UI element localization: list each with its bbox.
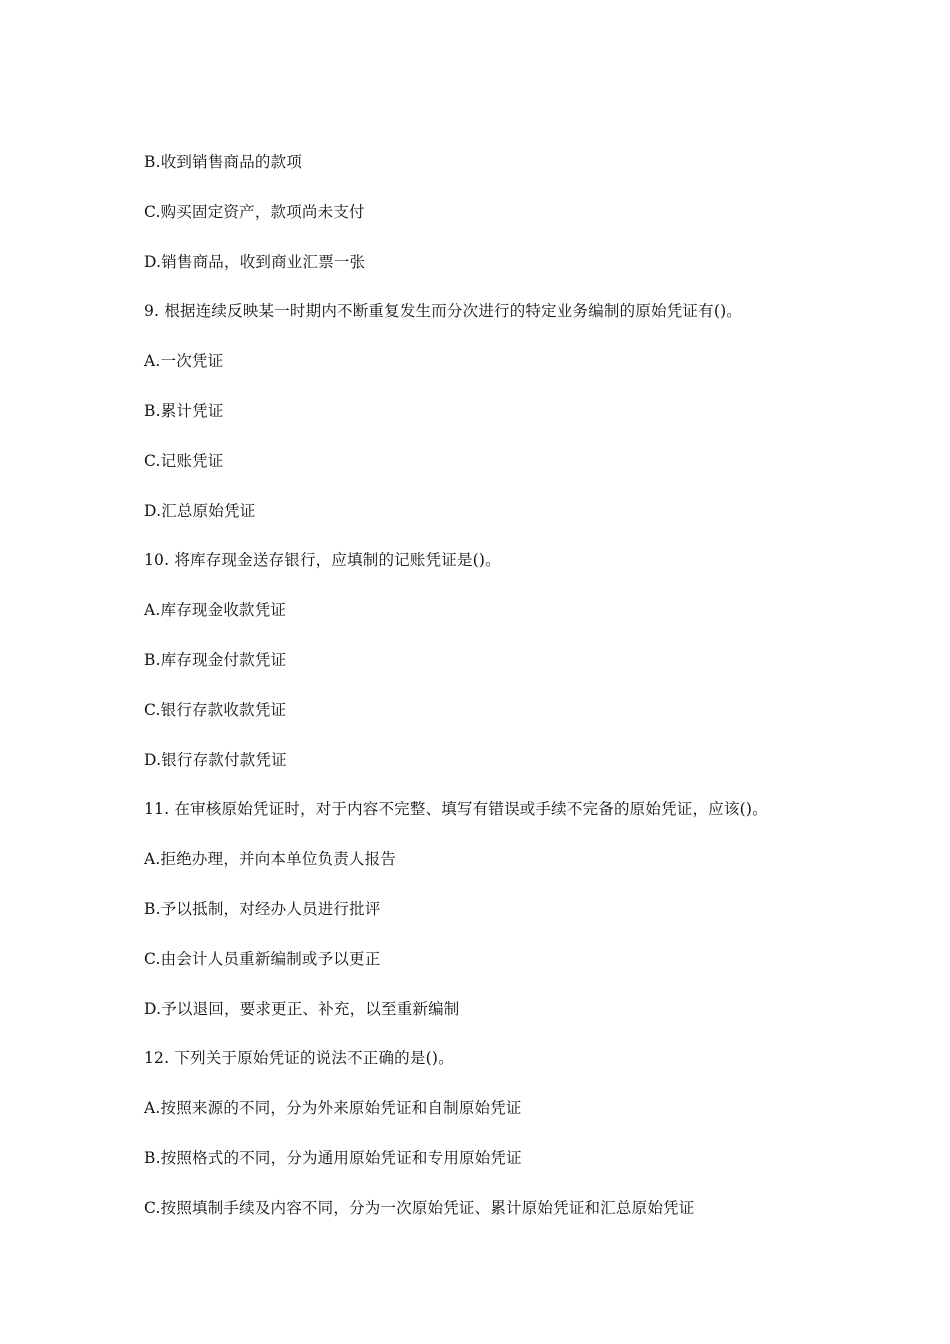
question-line: 11. 在审核原始凭证时，对于内容不完整、填写有错误或手续不完备的原始凭证，应该()。 [144, 800, 768, 819]
option-line: A.按照来源的不同，分为外来原始凭证和自制原始凭证 [144, 1099, 522, 1118]
option-line: D.予以退回，要求更正、补充，以至重新编制 [144, 999, 460, 1018]
option-line: A.拒绝办理，并向本单位负责人报告 [144, 850, 397, 869]
option-line: B.予以抵制，对经办人员进行批评 [144, 899, 381, 918]
option-line: C.银行存款收款凭证 [144, 700, 287, 719]
question-line: 10. 将库存现金送存银行，应填制的记账凭证是()。 [144, 551, 501, 570]
option-line: C.由会计人员重新编制或予以更正 [144, 949, 381, 968]
option-line: D.银行存款付款凭证 [144, 750, 287, 769]
question-line: 9. 根据连续反映某一时期内不断重复发生而分次进行的特定业务编制的原始凭证有()。 [144, 302, 743, 321]
option-line: C.记账凭证 [144, 451, 224, 470]
option-line: C.按照填制手续及内容不同，分为一次原始凭证、累计原始凭证和汇总原始凭证 [144, 1198, 695, 1217]
option-line: B.按照格式的不同，分为通用原始凭证和专用原始凭证 [144, 1148, 522, 1167]
option-line: D.汇总原始凭证 [144, 501, 256, 520]
option-line: C.购买固定资产，款项尚未支付 [144, 202, 365, 221]
document-body [144, 150, 904, 1246]
option-line: B.收到销售商品的款项 [144, 153, 303, 171]
option-line: D.销售商品，收到商业汇票一张 [144, 252, 366, 271]
option-line: B.累计凭证 [144, 401, 224, 420]
option-line: B.库存现金付款凭证 [144, 650, 287, 669]
option-line: A.库存现金收款凭证 [144, 601, 287, 620]
option-line: A.一次凭证 [144, 352, 224, 371]
question-line: 12. 下列关于原始凭证的说法不正确的是()。 [144, 1049, 454, 1068]
